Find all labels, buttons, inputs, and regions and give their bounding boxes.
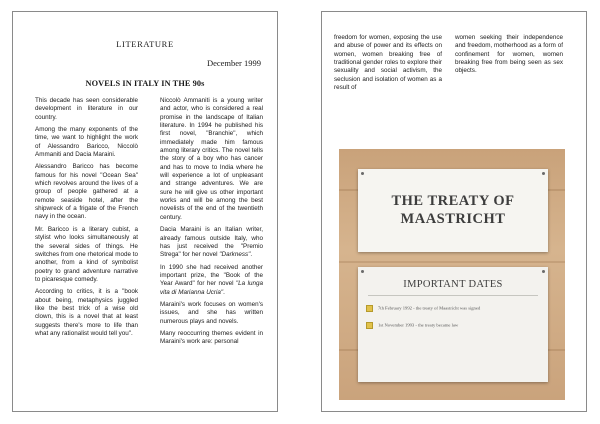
article-column-4	[455, 34, 563, 80]
slide-title-line-2: MAASTRICHT	[400, 211, 506, 227]
paragraph: This decade has seen considerable development in literature in our country.	[35, 97, 138, 121]
date-bullet-text: 1st November 1993 - the treaty became law	[378, 322, 459, 328]
bullet-icon	[366, 322, 373, 329]
divider	[368, 295, 538, 296]
paragraph-end: .	[223, 288, 225, 296]
paragraph: women seeking their independence and freedom, motherhood as a form of confinement for women, women breaking free from being seen as sex objects.	[455, 34, 563, 75]
left-page	[12, 11, 278, 412]
right-page	[321, 11, 587, 412]
paragraph: Among the many exponents of the time, we want to highlight the work of Alessandro Baricco, Niccolò Ammaniti and Dacia Maraini.	[35, 126, 138, 159]
paragraph	[160, 264, 263, 297]
bullet-icon	[366, 305, 373, 312]
paragraph-end: .	[250, 251, 253, 259]
slide-title-line-1: THE TREATY OF	[391, 193, 515, 209]
treaty-slide-image	[339, 149, 565, 400]
paragraph-text: In 1990 she had received another important prize, the "Book of the Year Award" for her novel	[160, 263, 263, 288]
article-column-3	[334, 34, 442, 96]
pin-icon	[361, 172, 364, 175]
article-column-2	[160, 97, 263, 351]
paragraph: Alessandro Baricco has become famous for his novel "Ocean Sea" which revolves around the lives of a group of people gathered at a remote seaside hotel, after the shipwreck of a frigate of the French navy in the ocean.	[35, 163, 138, 221]
paragraph: Niccolò Ammaniti is a young writer and actor, who is considered a real promise in the landscape of Italian literature. In 1994 he published his first novel, "Branchie", which immediately made him famous among literary critics. The novel tells the story of a boy who has cancer and has to move to India where he will experience a lot of unpleasant and strange adventures. We are sure he will give us other important works and will be among the best novelists of the end of the twentieth century.	[160, 97, 263, 221]
section-label: LITERATURE	[116, 39, 174, 49]
novel-title: "Darkness"	[219, 251, 251, 259]
article-column-1	[35, 97, 138, 342]
date-bullet-text: 7th February 1992 - the treaty of Maastricht was signed	[378, 305, 481, 311]
paragraph: According to critics, it is a "book about being, metaphysics juggled like the best trick of a wise old clown, this is a novel that at least suggests there's more to life than what any rationalist would tell you".	[35, 288, 138, 337]
paragraph: freedom for women, exposing the use and abuse of power and its effects on women, women breaking free of traditional gender roles to explore their sexuality and social activism, the seclusion and isolation of women as a result of	[334, 34, 442, 92]
pin-icon	[542, 270, 545, 273]
novel-title: "La lunga vita di Marianna Ucria"	[160, 280, 263, 296]
slide-title-card	[358, 169, 548, 252]
dates-heading: IMPORTANT DATES	[403, 279, 503, 290]
issue-date: December 1999	[206, 58, 261, 68]
wood-plank-line	[339, 261, 565, 263]
article-title: NOVELS IN ITALY IN THE 90s	[85, 79, 205, 88]
date-bullet	[366, 305, 542, 312]
paragraph: Mr. Baricco is a literary cubist, a stylist who looks simultaneously at the several sides of things. He switches from one rhetorical mode to another, from a kind of symbolist poetry to grand adventure narrative to picaresque comedy.	[35, 225, 138, 283]
paragraph: Many reoccurring themes evident in Maraini's work are: personal	[160, 329, 263, 346]
date-bullet	[366, 322, 542, 329]
pin-icon	[542, 172, 545, 175]
paragraph: Maraini's work focuses on women's issues, and she has written numerous plays and novels.	[160, 300, 263, 325]
important-dates-card	[358, 267, 548, 382]
paragraph	[160, 226, 263, 259]
paragraph-text: Dacia Maraini is an Italian writer, already famous outside Italy, who has just received the "Premio Strega" for her novel	[160, 226, 263, 259]
pin-icon	[361, 270, 364, 273]
